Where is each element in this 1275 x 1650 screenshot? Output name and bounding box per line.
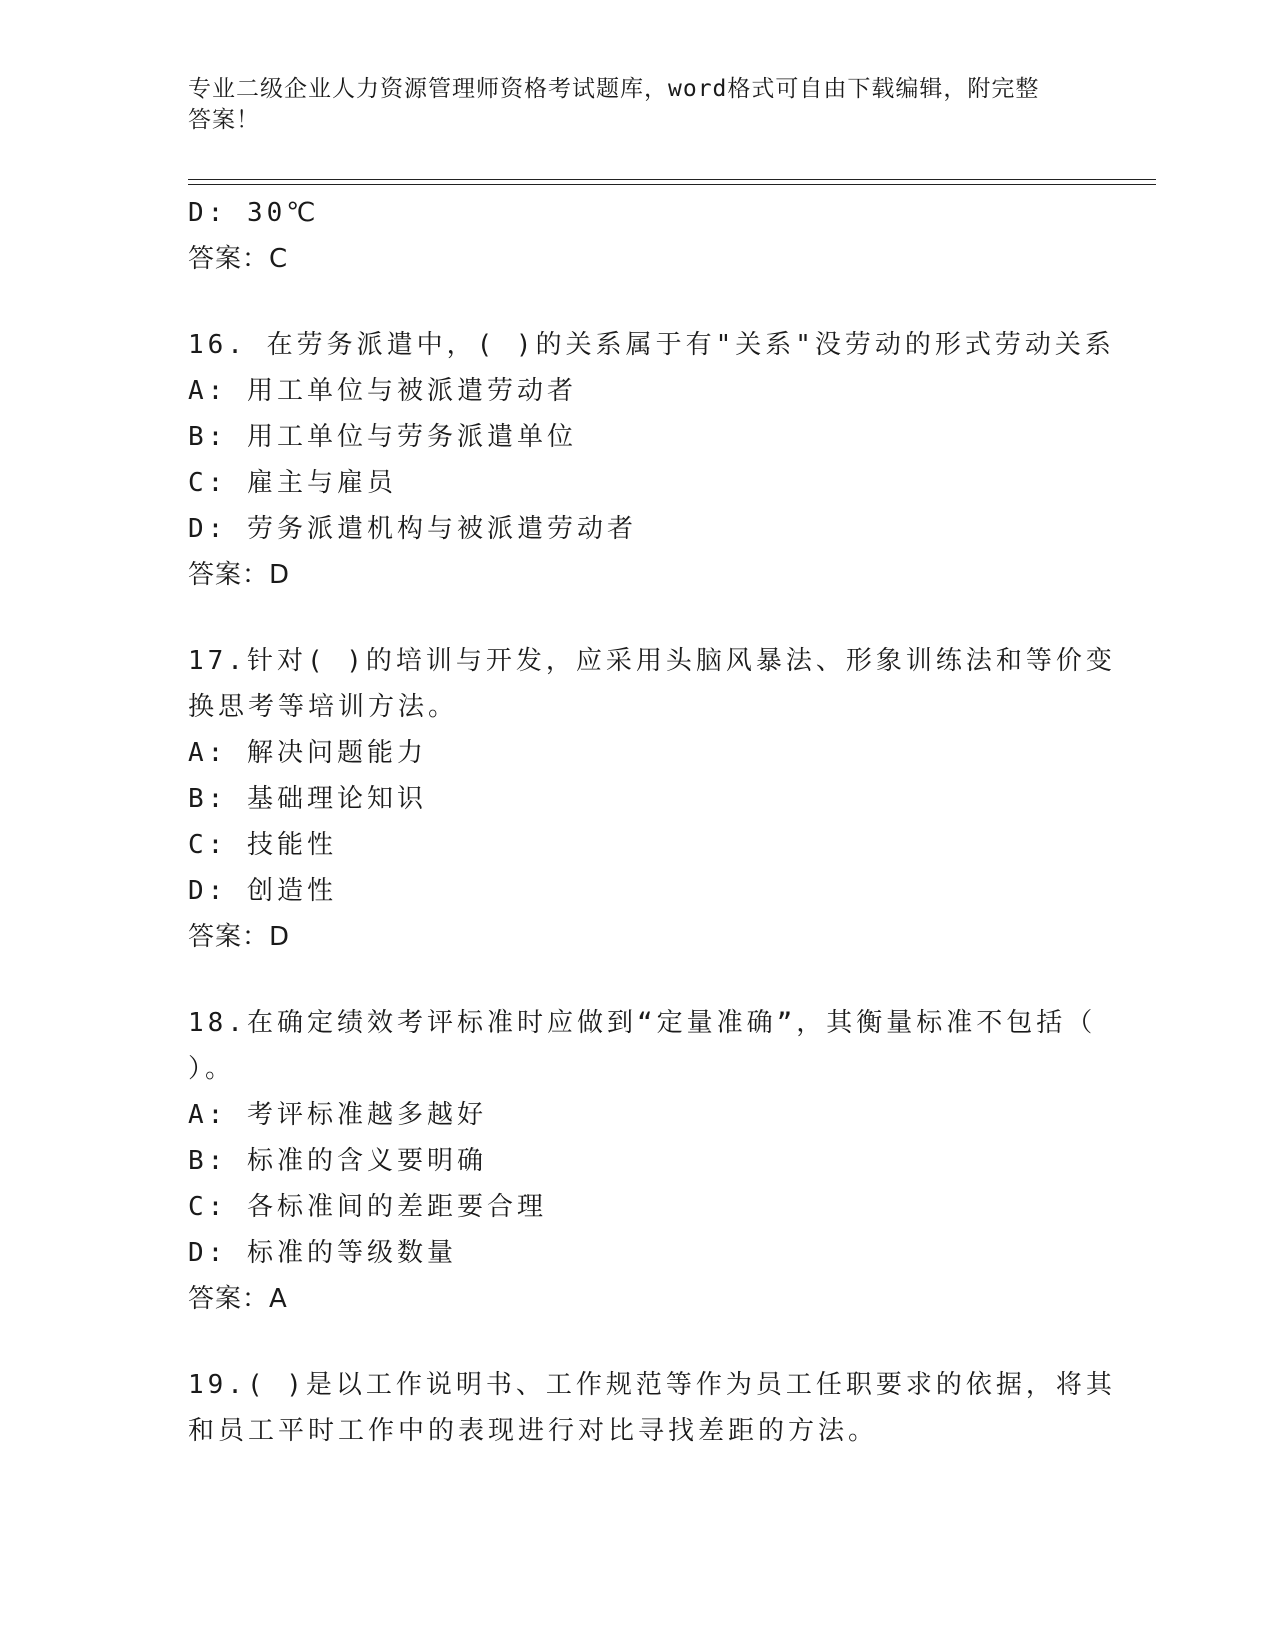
answer-line: 答案：C	[188, 244, 289, 274]
option-b: B: 用工单位与劳务派遣单位	[188, 422, 577, 452]
question-19	[188, 1362, 1148, 1454]
header-line-1: 专业二级企业人力资源管理师资格考试题库，word格式可自由下载编辑，附完整	[188, 76, 1040, 102]
question-stem: 16. 在劳务派遣中，( )的关系属于有"关系"没劳动的形式劳动关系	[188, 330, 1115, 360]
answer-line: 答案：D	[188, 922, 291, 952]
option-a: A: 用工单位与被派遣劳动者	[188, 376, 577, 406]
option-d: D: 标准的等级数量	[188, 1238, 457, 1268]
question-16	[188, 322, 1148, 598]
header-divider-top	[188, 179, 1156, 180]
option-c: C: 各标准间的差距要合理	[188, 1192, 547, 1222]
question-stem-continued: 换思考等培训方法。	[188, 692, 459, 722]
option-c: C: 技能性	[188, 830, 337, 860]
option-b: B: 基础理论知识	[188, 784, 427, 814]
option-d: D: 30℃	[188, 198, 320, 228]
question-content	[188, 190, 1148, 1454]
option-b: B: 标准的含义要明确	[188, 1146, 487, 1176]
option-a: A: 考评标准越多越好	[188, 1100, 487, 1130]
page-header	[188, 74, 1088, 136]
question-stem: 19.( )是以工作说明书、工作规范等作为员工任职要求的依据，将其	[188, 1370, 1116, 1400]
question-18	[188, 1000, 1148, 1322]
answer-line: 答案：D	[188, 560, 291, 590]
option-d: D: 劳务派遣机构与被派遣劳动者	[188, 514, 637, 544]
question-17	[188, 638, 1148, 960]
question-stem: 18.在确定绩效考评标准时应做到“定量准确”，其衡量标准不包括（	[188, 1008, 1097, 1038]
question-stem: 17.针对( )的培训与开发，应采用头脑风暴法、形象训练法和等价变	[188, 646, 1116, 676]
header-line-2: 答案！	[188, 107, 260, 133]
question-stem-continued: 和员工平时工作中的表现进行对比寻找差距的方法。	[188, 1416, 879, 1446]
option-c: C: 雇主与雇员	[188, 468, 397, 498]
option-d: D: 创造性	[188, 876, 337, 906]
answer-line: 答案：A	[188, 1284, 288, 1314]
header-divider-bottom	[188, 184, 1156, 185]
option-a: A: 解决问题能力	[188, 738, 427, 768]
question-stem-continued: ）。	[188, 1054, 236, 1084]
